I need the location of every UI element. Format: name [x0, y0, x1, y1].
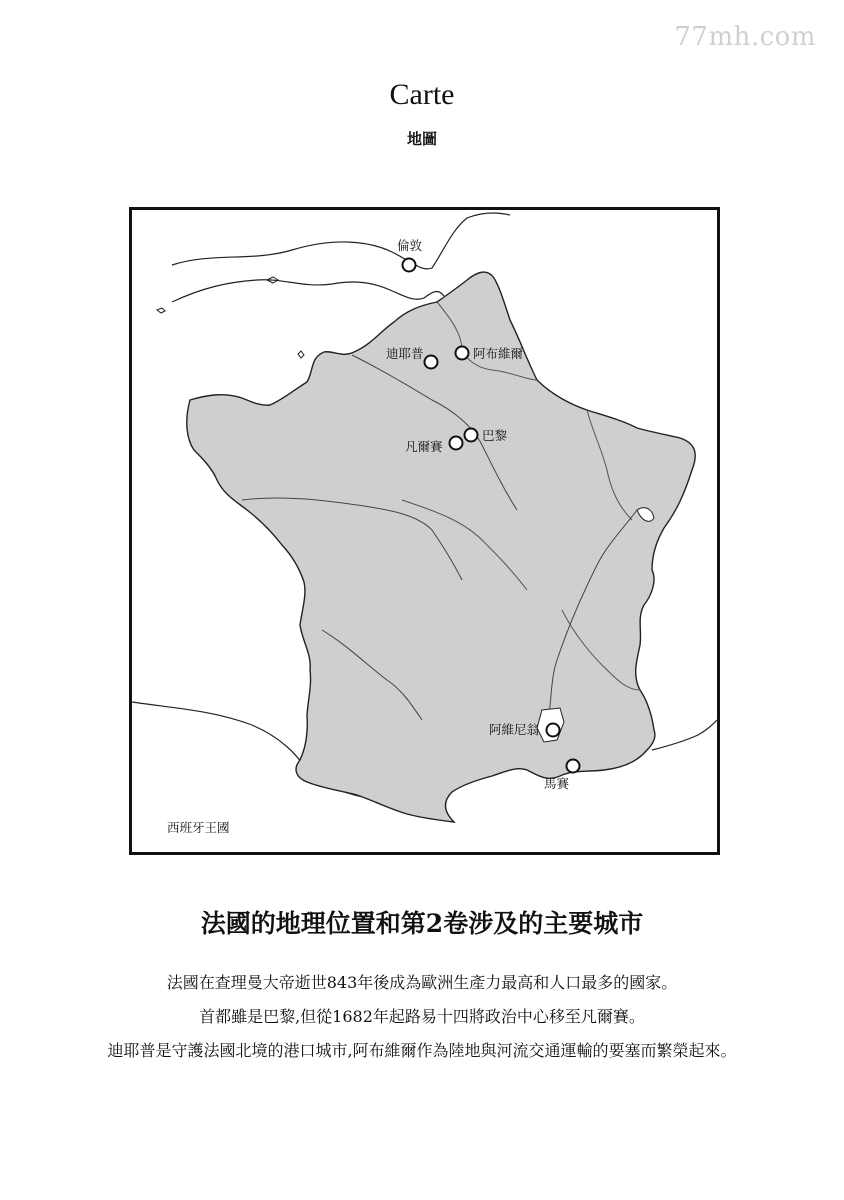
region-label-spain: 西班牙王國: [167, 820, 230, 835]
italy-coast: [652, 720, 717, 750]
watermark-text: 77mh.com: [674, 22, 816, 52]
france-landmass: [187, 272, 695, 822]
caption-line-2: 首都雖是巴黎,但從1682年起路易十四將政治中心移至凡爾賽。: [199, 1007, 645, 1026]
city-abbeville: [456, 346, 524, 361]
city-paris: [465, 428, 508, 443]
map-frame: [129, 207, 720, 855]
england-coast: [172, 213, 510, 269]
city-label-versailles: 凡爾賽: [405, 439, 443, 454]
page-title: Carte: [389, 78, 455, 111]
channel-island-2: [298, 351, 304, 358]
caption-line-1: 法國在查理曼大帝逝世843年後成為歐洲生產力最高和人口最多的國家。: [166, 973, 678, 992]
channel-island: [157, 308, 165, 313]
page-subtitle: 地圖: [406, 130, 437, 148]
city-label-avignon: 阿維尼翁: [489, 722, 540, 737]
caption-title: 法國的地理位置和第2卷涉及的主要城市: [200, 909, 644, 938]
city-label-london: 倫敦: [397, 238, 423, 253]
city-avignon: [489, 722, 560, 737]
england-south-coast: [172, 280, 444, 302]
city-label-dieppe: 迪耶普: [386, 346, 424, 361]
city-label-marseille: 馬賽: [544, 776, 570, 791]
city-label-paris: 巴黎: [482, 428, 508, 443]
france-map: [132, 210, 717, 852]
caption-line-3: 迪耶普是守護法國北境的港口城市,阿布維爾作為陸地與河流交通運輸的要塞而繁榮起來。: [107, 1041, 737, 1060]
city-label-abbeville: 阿布維爾: [473, 346, 524, 361]
